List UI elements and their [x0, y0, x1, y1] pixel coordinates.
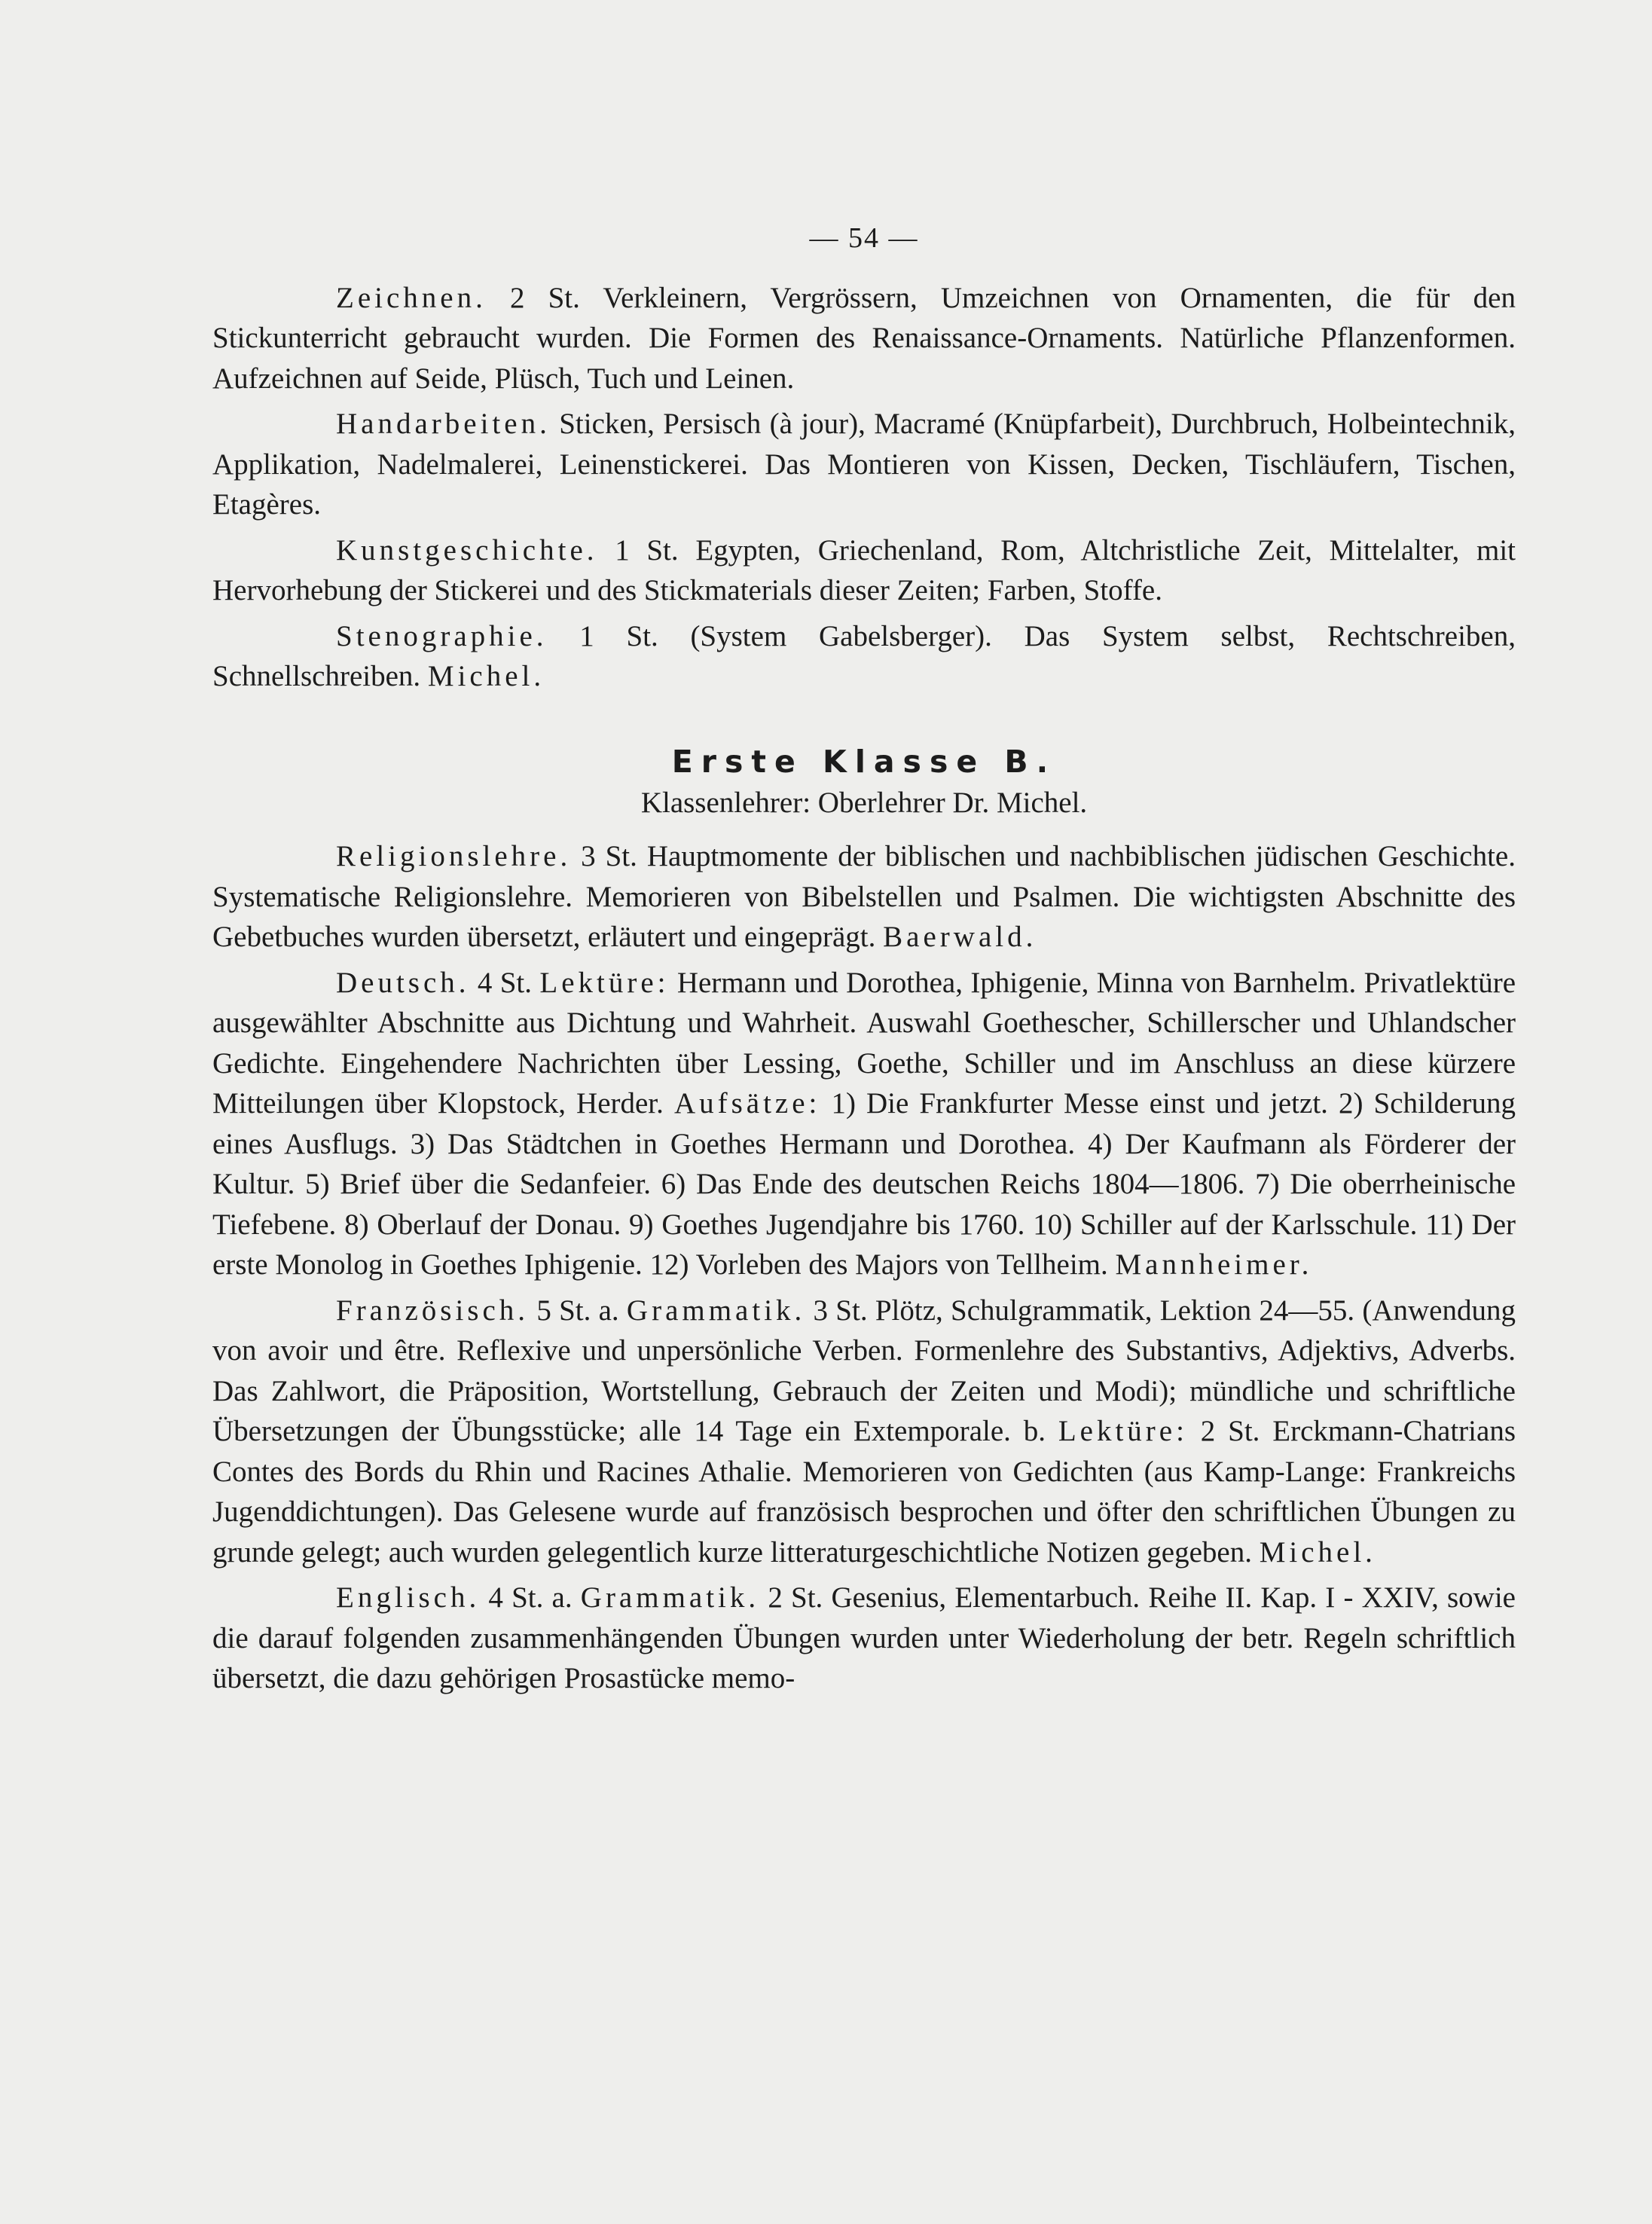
teacher-stenographie: Michel. [427, 660, 545, 692]
text-englisch-b: 2 St. Gesenius, Elementarbuch. Reihe II. Kap. I - XXIV, sowie die darauf folgenden zusammenhängenden Übungen wurden unter Wiederholung der betr. Regeln schriftlich übersetzt, die dazu gehörigen Prosastücke memo- [212, 1581, 1516, 1694]
subject-kunstgeschichte: Kunstgeschichte. [336, 533, 598, 567]
text-deutsch-a: 4 St. [469, 966, 540, 999]
page-content [212, 218, 1516, 1704]
label-franzoesisch-grammatik: Grammatik. [626, 1294, 806, 1327]
teacher-franzoesisch: Michel. [1259, 1535, 1376, 1569]
text-handarbeiten: Sticken, Persisch (à jour), Macramé (Knüpfarbeit), Durchbruch, Holbeintechnik, Applikation, Nadelmalerei, Leinenstickerei. Das Montieren von Kissen, Decken, Tischläufern, Tischen, Etagères. [212, 408, 1516, 521]
subject-handarbeiten: Handarbeiten. [336, 408, 551, 440]
paragraph-stenographie [212, 616, 1516, 697]
subject-religionslehre: Religionslehre. [336, 840, 572, 872]
paragraph-zeichnen [212, 278, 1516, 399]
label-englisch-grammatik: Grammatik. [580, 1581, 760, 1614]
text-franzoesisch-b: 3 St. Plötz, Schulgrammatik, Lektion 24—55. (Anwendung von avoir und être. Reflexive und unpersönliche Verben. Formenlehre des Substantivs, Adjektivs, Adverbs. Das Zahlwort, die Präposition, Wortstellung, Gebrauch der Zeiten und Modi); mündliche und schriftliche Übersetzungen der Übungsstücke; alle 14 Tage ein Extemporale. b. [212, 1294, 1516, 1447]
section-heading: Erste Klasse B. [671, 743, 1057, 780]
subject-deutsch: Deutsch. [336, 966, 470, 999]
text-deutsch-b: Hermann und Dorothea, Iphigenie, Minna von Barnhelm. Privatlektüre ausgewählter Abschnitte aus Dichtung und Wahrheit. Auswahl Goethescher, Schillerscher und Uhlandscher Gedichte. Eingehendere Nachrichten über Lessing, Goethe, Schiller und im Anschluss an diese kürzere Mitteilungen über Klopstock, Herder. [212, 966, 1516, 1120]
label-deutsch-aufsaetze: Aufsätze: [673, 1087, 821, 1120]
paragraph-kunstgeschichte [212, 530, 1516, 611]
page-number: — 54 — [809, 222, 919, 254]
paragraph-franzoesisch [212, 1291, 1516, 1573]
text-religionslehre: 3 St. Hauptmomente der biblischen und nachbiblischen jüdischen Geschichte. Systematische Religionslehre. Memorieren von Bibelstellen und Psalmen. Die wichtigsten Abschnitte des Gebetbuches wurden übersetzt, erläutert und eingeprägt. [212, 840, 1516, 953]
text-franzoesisch-c: 2 St. Erckmann-Chatrians Contes des Bords du Rhin und Racines Athalie. Memorieren von Gedichten (aus Kamp-Lange: Frankreichs Jugenddichtungen). Das Gelesene wurde auf französisch besprochen und öfter den schriftlichen Übungen zu grunde gelegt; auch wurden gelegentlich kurze litteraturgeschichtliche Notizen gegeben. [212, 1415, 1516, 1569]
paragraph-deutsch [212, 963, 1516, 1285]
label-franzoesisch-lektuere: Lektüre: [1058, 1415, 1188, 1447]
teacher-deutsch: Mannheimer. [1115, 1248, 1313, 1281]
subject-franzoesisch: Französisch. [336, 1294, 530, 1327]
text-stenographie: 1 St. (System Gabelsberger). Das System selbst, Rechtschreiben, Schnellschreiben. [212, 619, 1516, 692]
teacher-religionslehre: Baerwald. [883, 921, 1037, 953]
paragraph-religionslehre [212, 836, 1516, 958]
subject-zeichnen: Zeichnen. [336, 281, 487, 314]
text-deutsch-c: 1) Die Frankfurter Messe einst und jetzt. 2) Schilderung eines Ausflugs. 3) Das Städtchen in Goethes Hermann und Dorothea. 4) Der Kaufmann als Förderer der Kultur. 5) Brief über die Sedanfeier. 6) Das Ende des deutschen Reichs 1804—1806. 7) Die oberrheinische Tiefebene. 8) Oberlauf der Donau. 9) Goethes Jugendjahre bis 1760. 10) Schiller auf der Karlsschule. 11) Der erste Monolog in Goethes Iphigenie. 12) Vorleben des Majors von Tellheim. [212, 1087, 1516, 1281]
subject-stenographie: Stenographie. [336, 619, 548, 652]
paragraph-englisch [212, 1578, 1516, 1699]
class-teacher-line: Klassenlehrer: Oberlehrer Dr. Michel. [640, 786, 1088, 819]
paragraph-handarbeiten [212, 404, 1516, 525]
subject-englisch: Englisch. [336, 1581, 481, 1614]
text-englisch-a: 4 St. a. [480, 1581, 581, 1614]
label-deutsch-lektuere: Lektüre: [539, 966, 670, 999]
text-franzoesisch-a: 5 St. a. [529, 1294, 627, 1327]
text-zeichnen: 2 St. Verkleinern, Vergrössern, Umzeichnen von Ornamenten, die für den Stickunterricht gebraucht wurden. Die Formen des Renaissance-Ornaments. Natürliche Pflanzenformen. Aufzeichnen auf Seide, Plüsch, Tuch und Leinen. [212, 281, 1516, 395]
text-kunstgeschichte: 1 St. Egypten, Griechenland, Rom, Altchristliche Zeit, Mittelalter, mit Hervorhebung der Stickerei und des Stickmaterials dieser Zeiten; Farben, Stoffe. [212, 533, 1516, 606]
